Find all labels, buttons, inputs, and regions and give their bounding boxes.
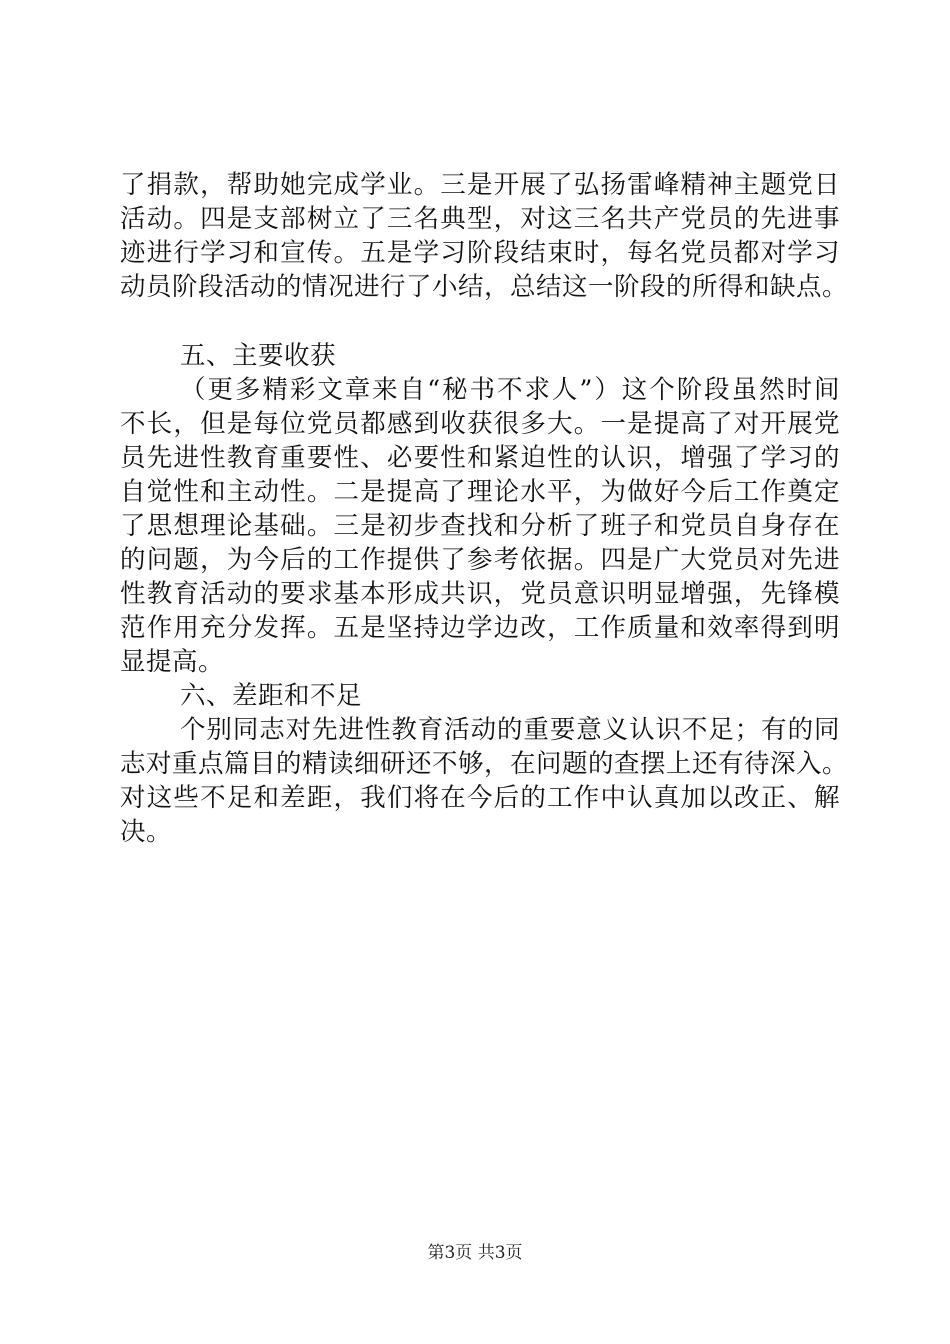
text-line: 了思想理论基础。三是初步查找和分析了班子和党员自身存在 xyxy=(120,511,840,541)
paragraph-spacer xyxy=(120,304,840,339)
text-line: 自觉性和主动性。二是提高了理论水平，为做好今后工作奠定 xyxy=(120,477,840,507)
text-line: 了捐款，帮助她完成学业。三是开展了弘扬雷峰精神主题党日 xyxy=(120,170,840,200)
section-gaps-shortcomings xyxy=(120,679,849,849)
text-line: （更多精彩文章来自“秘书不求人”）这个阶段虽然时间 xyxy=(180,375,840,405)
text-line: 性教育活动的要求基本形成共识，党员意识明显增强，先锋模 xyxy=(120,579,840,609)
document-body xyxy=(120,168,849,849)
page-number-footer: 第3页 共3页 xyxy=(427,1243,523,1263)
text-line: 志对重点篇目的精读细研还不够，在问题的查摆上还有待深入。 xyxy=(120,749,849,779)
text-line: 显提高。 xyxy=(120,647,225,677)
paragraph-continued xyxy=(120,168,849,304)
section-heading-main-gains: 五、主要收获 xyxy=(180,341,337,371)
text-line: 个别同志对先进性教育活动的重要意义认识不足；有的同 xyxy=(180,715,840,745)
text-line: 动员阶段活动的情况进行了小结，总结这一阶段的所得和缺点。 xyxy=(120,272,849,302)
section-heading-gaps: 六、差距和不足 xyxy=(180,681,363,711)
text-line: 对这些不足和差距，我们将在今后的工作中认真加以改正、解 xyxy=(120,783,840,813)
text-line: 员先进性教育重要性、必要性和紧迫性的认识，增强了学习的 xyxy=(120,443,840,473)
text-line: 的问题，为今后的工作提供了参考依据。四是广大党员对先进 xyxy=(120,545,840,575)
text-line: 迹进行学习和宣传。五是学习阶段结束时，每名党员都对学习 xyxy=(120,238,840,268)
text-line: 范作用充分发挥。五是坚持边学边改，工作质量和效率得到明 xyxy=(120,613,840,643)
text-line: 不长，但是每位党员都感到收获很多大。一是提高了对开展党 xyxy=(120,409,840,439)
text-line: 决。 xyxy=(120,817,173,847)
section-main-gains xyxy=(120,339,840,679)
text-line: 活动。四是支部树立了三名典型，对这三名共产党员的先进事 xyxy=(120,204,840,234)
